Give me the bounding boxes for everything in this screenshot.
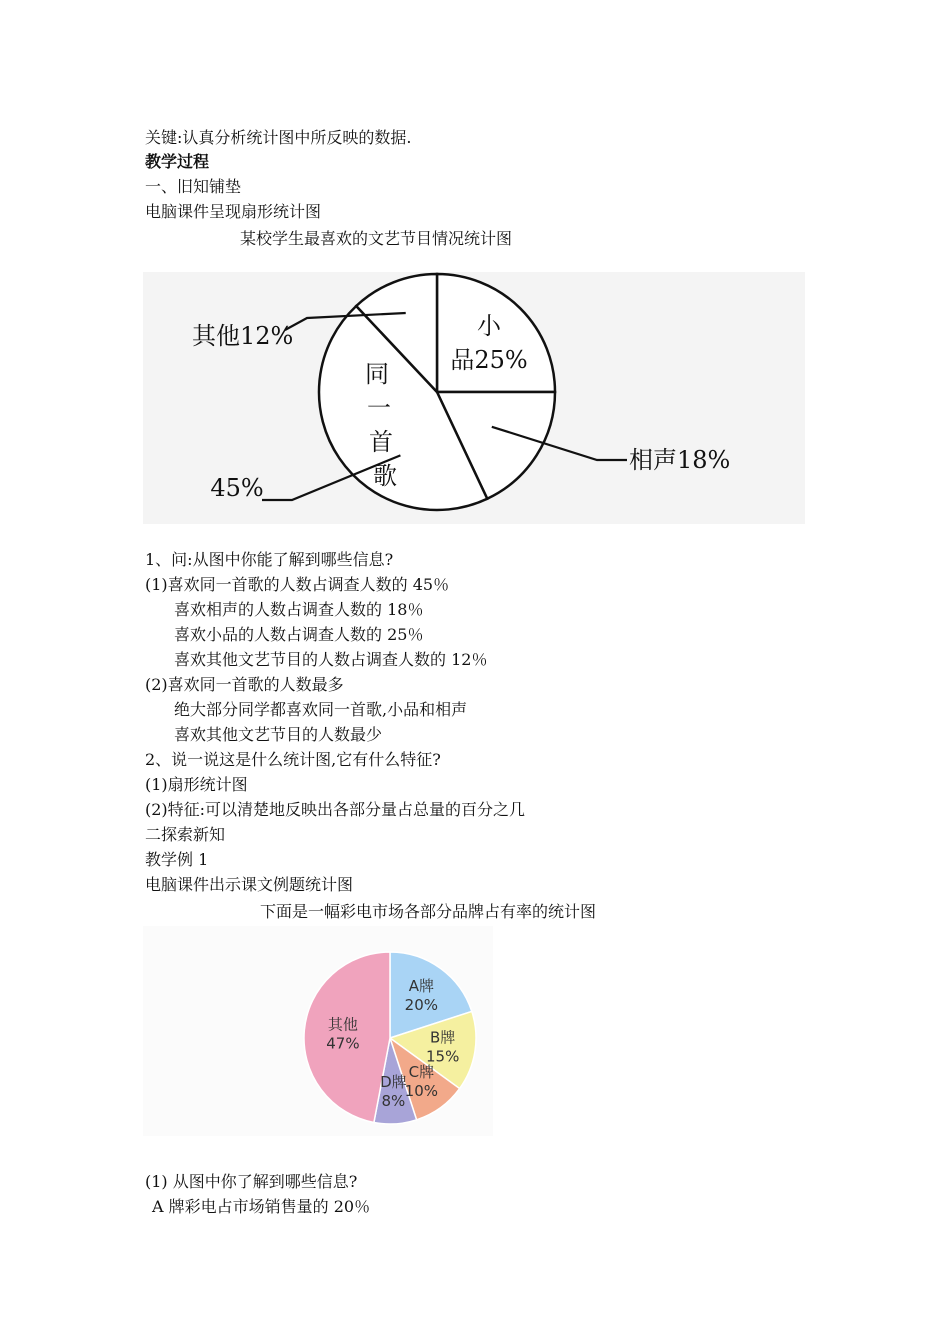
chart1-label-song-char-2: 首 (369, 428, 393, 456)
chart1-label-song-char-0: 同 (365, 360, 389, 388)
chart1-title: 某校学生最喜欢的文艺节目情况统计图 (240, 229, 513, 248)
chart1-pie (143, 272, 805, 524)
question-2-answer-1: (1)扇形统计图 (145, 775, 248, 794)
answer-1-1: (1)喜欢同一首歌的人数占调查人数的 45％ (145, 575, 450, 594)
chart1-label-song-char-1: 一 (367, 394, 391, 422)
chart2-label-0: A牌 (408, 976, 434, 995)
section-heading-1: 一、旧知铺垫 (145, 177, 242, 196)
show-example-text: 电脑课件出示课文例题统计图 (145, 875, 354, 894)
chart2-label-4: 其他 (327, 1015, 358, 1034)
chart2-label-2: C牌 (408, 1063, 435, 1082)
process-heading: 教学过程 (145, 152, 210, 171)
chart1-label-xiaopin-2: 品25% (450, 346, 528, 374)
answer-2-3: 喜欢其他文艺节目的人数最少 (174, 725, 383, 744)
answer-2-2: 绝大部分同学都喜欢同一首歌,小品和相声 (174, 700, 468, 719)
chart2-label-1: B牌 (430, 1028, 456, 1047)
chart2-value-2: 10% (404, 1082, 439, 1101)
chart2-label-3: D牌 (380, 1073, 407, 1092)
show-pie-text: 电脑课件呈现扇形统计图 (145, 202, 322, 221)
chart2-value-1: 15% (425, 1047, 460, 1066)
chart1-label-song-value: 45% (210, 474, 264, 502)
chart2-value-0: 20% (404, 995, 439, 1014)
example-heading: 教学例 1 (145, 850, 209, 869)
chart2-value-4: 47% (326, 1034, 360, 1053)
answer-2-1: (2)喜欢同一首歌的人数最多 (145, 675, 344, 694)
chart2-pie (143, 926, 493, 1136)
question-3-answer-1: A 牌彩电占市场销售量的 20％ (152, 1197, 371, 1216)
chart1-label-xiangsheng: 相声18% (629, 446, 731, 474)
chart2-value-3: 8% (381, 1092, 406, 1111)
answer-1-4: 喜欢其他文艺节目的人数占调查人数的 12％ (174, 650, 488, 669)
key-point-text: 关键:认真分析统计图中所反映的数据. (145, 128, 412, 147)
question-3: (1) 从图中你了解到哪些信息? (145, 1172, 358, 1191)
answer-1-3: 喜欢小品的人数占调查人数的 25％ (174, 625, 424, 644)
chart1-label-song-char-3: 歌 (373, 462, 397, 490)
chart2-title: 下面是一幅彩电市场各部分品牌占有率的统计图 (260, 902, 597, 921)
chart1-label-xiaopin-1: 小 (477, 312, 501, 340)
section-heading-2: 二探索新知 (145, 825, 226, 844)
question-1: 1、问:从图中你能了解到哪些信息? (145, 550, 394, 569)
chart1-label-other: 其他12% (192, 322, 294, 350)
answer-1-2: 喜欢相声的人数占调查人数的 18％ (174, 600, 424, 619)
question-2-answer-2: (2)特征:可以清楚地反映出各部分量占总量的百分之几 (145, 800, 526, 819)
question-2: 2、说一说这是什么统计图,它有什么特征? (145, 750, 441, 769)
